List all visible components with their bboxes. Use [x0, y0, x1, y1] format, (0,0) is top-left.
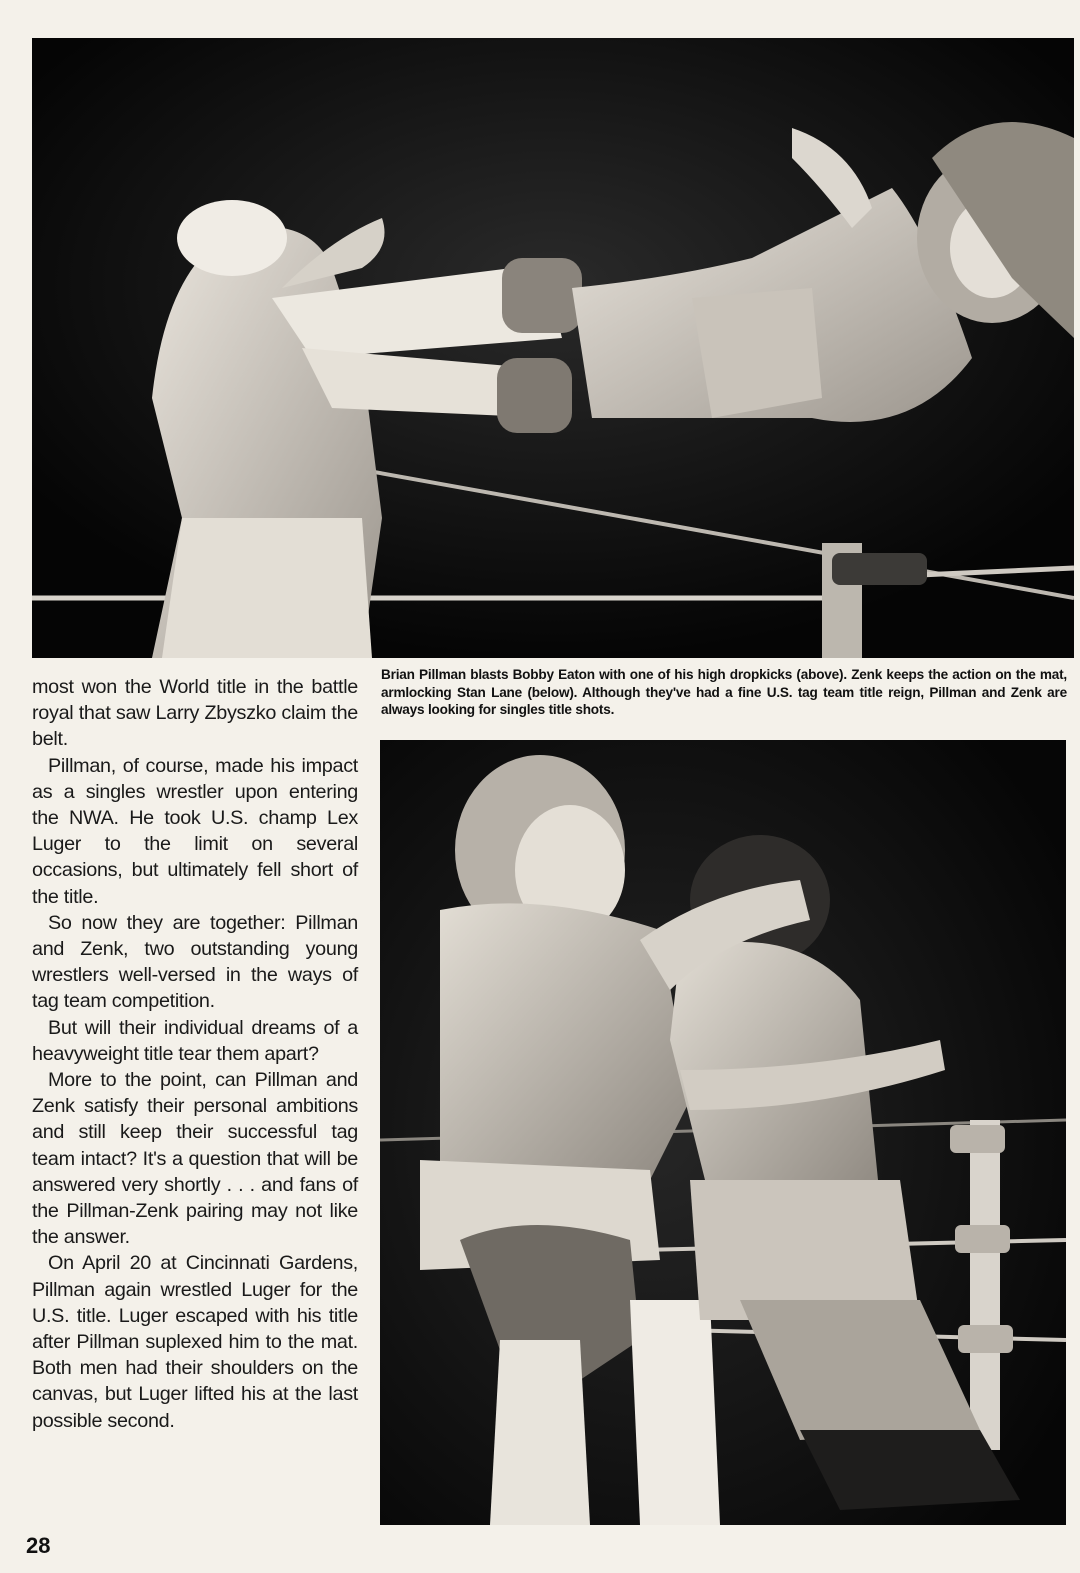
article-paragraph: Pillman, of course, made his impact as a singles wrestler upon entering the NWA. He took U.S. champ Lex Luger to the limit on several occasions, but ultimately fell short of the title.	[32, 754, 358, 908]
article-paragraph: So now they are together: Pillman and Zenk, two outstanding young wrestlers well-versed in the ways of tag team competition.	[32, 911, 358, 1013]
dropkick-photo	[32, 38, 1074, 658]
page-number: 28	[26, 1533, 51, 1558]
article-paragraph: On April 20 at Cincinnati Gardens, Pillman again wrestled Luger for the U.S. title. Luger escaped with his title after Pillman suplexed him to the mat. Both men had their shoulders on the canvas, but Luger lifted his at the last possible second.	[32, 1252, 358, 1432]
photo-caption: Brian Pillman blasts Bobby Eaton with one of his high dropkicks (above). Zenk keeps the action on the mat, armlocking Stan Lane (below). Although they've had a fine U.S. tag team title reign, Pillman and Zenk are always looking for singles title shots.	[381, 667, 1067, 717]
wrestling-armlock-photo-icon	[380, 740, 1066, 1525]
article-paragraph: But will their individual dreams of a heavyweight title tear them apart?	[32, 1016, 358, 1065]
armlock-photo	[380, 740, 1066, 1525]
article-paragraph: More to the point, can Pillman and Zenk satisfy their personal ambitions and still keep their successful tag team intact? It's a question that will be answered very shortly . . . and fans of the Pillman-Zenk pairing may not like the answer.	[32, 1069, 358, 1249]
wrestling-dropkick-photo-icon	[32, 38, 1074, 658]
article-column	[32, 674, 358, 1434]
article-paragraph: most won the World title in the battle royal that saw Larry Zbyszko claim the belt.	[32, 676, 358, 751]
